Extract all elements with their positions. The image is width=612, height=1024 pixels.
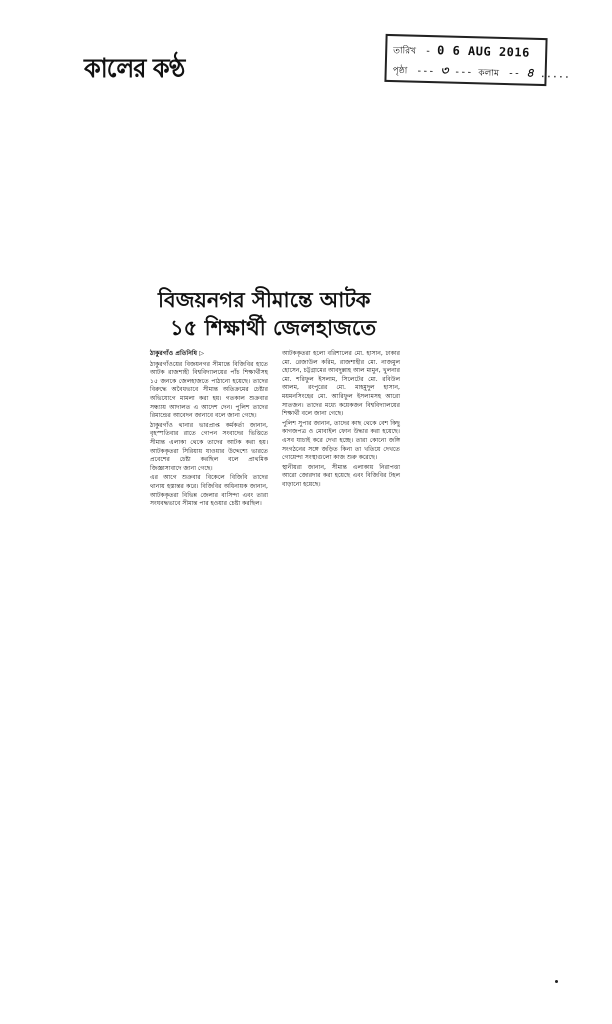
- article-column-1: [150, 350, 268, 510]
- paragraph: ঠাকুরগাঁওয়ের বিজয়নগর সীমান্তে বিজিবির হাতে আটক রাজশাহী বিশ্ববিদ্যালয়ের পাঁচ শিক্ষার্থীসহ ১৫ জনকে জেলহাজতে পাঠানো হয়েছে। তাদের বিরুদ্ধে অবৈধভাবে সীমান্ত অতিক্রমের চেষ্টার অভিযোগে মামলা করা হয়। গতকাল শুক্রবার সন্ধ্যায় আদালত এ আদেশ দেন। পুলিশ তাদের রিমান্ডের আবেদন জানাবে বলে জানা গেছে।: [150, 360, 268, 420]
- stamp-page-row: পৃষ্ঠা --- ৩ --- কলাম -- ৪ .....: [392, 63, 571, 81]
- stamp-date-label: তারিখ: [393, 46, 417, 57]
- scan-speck: [555, 980, 558, 983]
- article-columns: [150, 350, 400, 510]
- headline-line-2: ১৫ শিক্ষার্থী জেলহাজতে: [170, 316, 377, 340]
- date-stamp: [384, 34, 571, 86]
- paragraph: আটককৃতরা হলো বরিশালের মো. হাসান, ঢাকার মো. রেজাউল করিম, রাজশাহীর মো. নাজমুল হোসেন, চট্টগ্রামের আবদুল্লাহ আল মামুন, খুলনার মো. শরিফুল ইসলাম, সিলেটের মো. রবিউল আলম, রংপুরের মো. মাহমুদুল হাসান, ময়মনসিংহের মো. আরিফুল ইসলামসহ আরো সাতজন। তাদের মধ্যে কয়েকজন বিশ্ববিদ্যালয়ের শিক্ষার্থী বলে জানা গেছে।: [282, 350, 400, 418]
- stamp-page-value: ৩: [440, 63, 449, 78]
- paragraph: স্থানীয়রা জানান, সীমান্ত এলাকায় নিরাপত্তা আরো জোরদার করা হয়েছে এবং বিজিবির টহল বাড়ানো হয়েছে।: [282, 463, 400, 488]
- byline: ঠাকুরগাঁও প্রতিনিধি ▷: [150, 350, 205, 357]
- paragraph: এর আগে শুক্রবার বিকেলে বিজিবি তাদের থানায় হস্তান্তর করে। বিজিবির অধিনায়ক জানান, আটককৃতরা বিভিন্ন জেলার বাসিন্দা এবং তারা সংঘবদ্ধভাবে সীমান্ত পার হওয়ার চেষ্টা করছিল।: [150, 474, 268, 508]
- newspaper-masthead: কালের কণ্ঠ: [84, 54, 185, 84]
- stamp-page-label: পৃষ্ঠা: [392, 66, 408, 77]
- article-column-2: [282, 350, 400, 510]
- news-article: [150, 286, 400, 510]
- paragraph: পুলিশ সুপার জানান, তাদের কাছ থেকে বেশ কিছু কাগজপত্র ও মোবাইল ফোন উদ্ধার করা হয়েছে। এসব যাচাই করে দেখা হচ্ছে। তারা কোনো জঙ্গি সংগঠনের সঙ্গে জড়িত কিনা তা খতিয়ে দেখতে গোয়েন্দা সংস্থাগুলো কাজ শুরু করেছে।: [282, 419, 400, 462]
- stamp-column-label: কলাম: [478, 68, 500, 79]
- stamp-date-row: তারিখ - 0 6 AUG 2016: [393, 43, 531, 60]
- headline-line-1: বিজয়নগর সীমান্তে আটক: [158, 288, 371, 312]
- stamp-date-value: 0 6 AUG 2016: [436, 43, 531, 60]
- stamp-column-value: ৪: [525, 65, 535, 80]
- paragraph: ঠাকুরগাঁও থানার ভারপ্রাপ্ত কর্মকর্তা জানান, বৃহস্পতিবার রাতে গোপন সংবাদের ভিত্তিতে সীমান্ত এলাকা থেকে তাদের আটক করা হয়। আটককৃতরা সিরিয়ায় যাওয়ার উদ্দেশ্যে ভারতে প্রবেশের চেষ্টা করছিল বলে প্রাথমিক জিজ্ঞাসাবাদে জানা গেছে।: [150, 421, 268, 472]
